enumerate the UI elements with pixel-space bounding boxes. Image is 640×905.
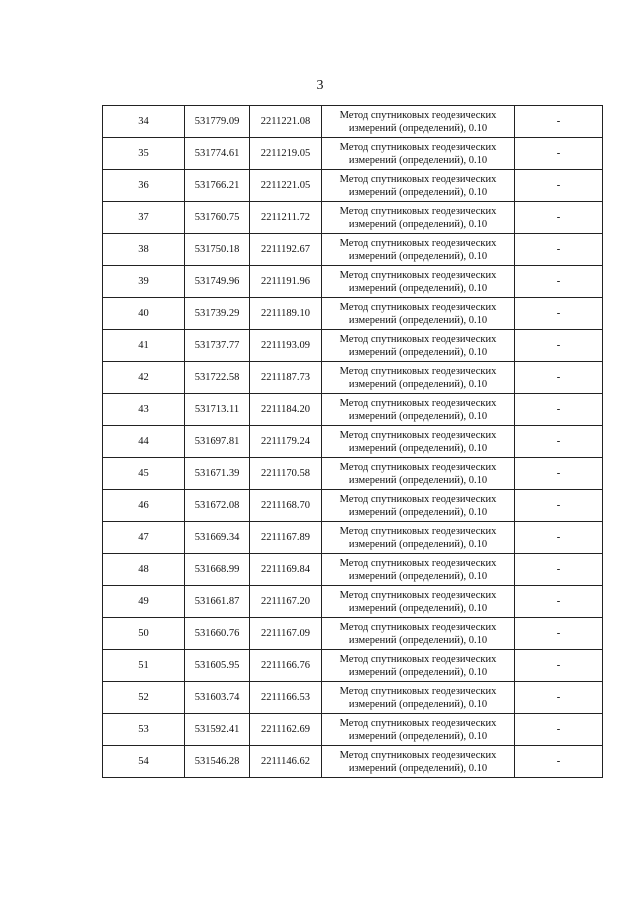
method-text-line: Метод спутниковых геодезических [339, 525, 497, 537]
method-cell [322, 618, 515, 650]
point-number-cell: 42 [103, 362, 185, 394]
dash-cell: - [515, 362, 603, 394]
y-coordinate-cell: 2211169.84 [250, 554, 322, 586]
dash-cell: - [515, 106, 603, 138]
y-coordinate-cell: 2211166.53 [250, 682, 322, 714]
table-row [103, 554, 603, 586]
method-text-line: Метод спутниковых геодезических [339, 141, 497, 153]
method-text-line: Метод спутниковых геодезических [339, 397, 497, 409]
x-coordinate-cell: 531722.58 [185, 362, 250, 394]
method-text-line: Метод спутниковых геодезических [339, 301, 497, 313]
method-text-line: измерений (определений), 0.10 [348, 154, 488, 166]
table-row [103, 490, 603, 522]
x-coordinate-cell: 531774.61 [185, 138, 250, 170]
dash-cell: - [515, 298, 603, 330]
method-cell [322, 586, 515, 618]
point-number-cell: 40 [103, 298, 185, 330]
table-row [103, 650, 603, 682]
y-coordinate-cell: 2211221.05 [250, 170, 322, 202]
point-number-cell: 37 [103, 202, 185, 234]
point-number-cell: 39 [103, 266, 185, 298]
point-number-cell: 34 [103, 106, 185, 138]
y-coordinate-cell: 2211191.96 [250, 266, 322, 298]
x-coordinate-cell: 531739.29 [185, 298, 250, 330]
x-coordinate-cell: 531697.81 [185, 426, 250, 458]
table-row [103, 746, 603, 778]
y-coordinate-cell: 2211193.09 [250, 330, 322, 362]
method-text-line: Метод спутниковых геодезических [339, 205, 497, 217]
method-text-line: Метод спутниковых геодезических [339, 173, 497, 185]
method-text-line: измерений (определений), 0.10 [348, 250, 488, 262]
y-coordinate-cell: 2211167.20 [250, 586, 322, 618]
point-number-cell: 46 [103, 490, 185, 522]
point-number-cell: 36 [103, 170, 185, 202]
method-text-line: Метод спутниковых геодезических [339, 653, 497, 665]
method-text-line: Метод спутниковых геодезических [339, 461, 497, 473]
point-number-cell: 48 [103, 554, 185, 586]
point-number-cell: 35 [103, 138, 185, 170]
table-row [103, 714, 603, 746]
method-text-line: измерений (определений), 0.10 [348, 730, 488, 742]
x-coordinate-cell: 531760.75 [185, 202, 250, 234]
x-coordinate-cell: 531672.08 [185, 490, 250, 522]
dash-cell: - [515, 682, 603, 714]
method-text-line: Метод спутниковых геодезических [339, 493, 497, 505]
method-cell [322, 202, 515, 234]
method-cell [322, 426, 515, 458]
method-cell [322, 554, 515, 586]
dash-cell: - [515, 138, 603, 170]
x-coordinate-cell: 531661.87 [185, 586, 250, 618]
method-text-line: измерений (определений), 0.10 [348, 570, 488, 582]
method-text-line: Метод спутниковых геодезических [339, 237, 497, 249]
point-number-cell: 49 [103, 586, 185, 618]
point-number-cell: 43 [103, 394, 185, 426]
method-text-line: измерений (определений), 0.10 [348, 122, 488, 134]
dash-cell: - [515, 234, 603, 266]
point-number-cell: 38 [103, 234, 185, 266]
x-coordinate-cell: 531603.74 [185, 682, 250, 714]
method-text-line: измерений (определений), 0.10 [348, 698, 488, 710]
table-row [103, 618, 603, 650]
method-text-line: Метод спутниковых геодезических [339, 589, 497, 601]
table-row [103, 682, 603, 714]
method-cell [322, 362, 515, 394]
method-cell [322, 106, 515, 138]
table-row [103, 426, 603, 458]
method-text-line: измерений (определений), 0.10 [348, 186, 488, 198]
method-text-line: Метод спутниковых геодезических [339, 365, 497, 377]
y-coordinate-cell: 2211192.67 [250, 234, 322, 266]
method-cell [322, 330, 515, 362]
x-coordinate-cell: 531668.99 [185, 554, 250, 586]
table-row [103, 586, 603, 618]
method-text-line: Метод спутниковых геодезических [339, 749, 497, 761]
method-text-line: измерений (определений), 0.10 [348, 346, 488, 358]
dash-cell: - [515, 266, 603, 298]
method-text-line: измерений (определений), 0.10 [348, 634, 488, 646]
y-coordinate-cell: 2211221.08 [250, 106, 322, 138]
dash-cell: - [515, 170, 603, 202]
method-cell [322, 650, 515, 682]
method-text-line: измерений (определений), 0.10 [348, 506, 488, 518]
method-text-line: измерений (определений), 0.10 [348, 602, 488, 614]
x-coordinate-cell: 531592.41 [185, 714, 250, 746]
table-row [103, 362, 603, 394]
table-row [103, 266, 603, 298]
x-coordinate-cell: 531779.09 [185, 106, 250, 138]
point-number-cell: 51 [103, 650, 185, 682]
y-coordinate-cell: 2211179.24 [250, 426, 322, 458]
y-coordinate-cell: 2211168.70 [250, 490, 322, 522]
y-coordinate-cell: 2211167.89 [250, 522, 322, 554]
table-row [103, 202, 603, 234]
dash-cell: - [515, 554, 603, 586]
method-cell [322, 298, 515, 330]
dash-cell: - [515, 714, 603, 746]
dash-cell: - [515, 394, 603, 426]
y-coordinate-cell: 2211219.05 [250, 138, 322, 170]
table-row [103, 170, 603, 202]
table-row [103, 298, 603, 330]
method-text-line: Метод спутниковых геодезических [339, 557, 497, 569]
table-row [103, 394, 603, 426]
y-coordinate-cell: 2211166.76 [250, 650, 322, 682]
method-cell [322, 394, 515, 426]
method-text-line: измерений (определений), 0.10 [348, 474, 488, 486]
method-text-line: Метод спутниковых геодезических [339, 109, 497, 121]
y-coordinate-cell: 2211167.09 [250, 618, 322, 650]
point-number-cell: 47 [103, 522, 185, 554]
method-text-line: измерений (определений), 0.10 [348, 538, 488, 550]
method-cell [322, 138, 515, 170]
method-text-line: измерений (определений), 0.10 [348, 666, 488, 678]
table-row [103, 106, 603, 138]
method-text-line: измерений (определений), 0.10 [348, 218, 488, 230]
x-coordinate-cell: 531750.18 [185, 234, 250, 266]
coordinates-table [102, 105, 603, 778]
x-coordinate-cell: 531660.76 [185, 618, 250, 650]
x-coordinate-cell: 531605.95 [185, 650, 250, 682]
method-cell [322, 266, 515, 298]
x-coordinate-cell: 531766.21 [185, 170, 250, 202]
point-number-cell: 44 [103, 426, 185, 458]
dash-cell: - [515, 458, 603, 490]
y-coordinate-cell: 2211184.20 [250, 394, 322, 426]
dash-cell: - [515, 490, 603, 522]
method-text-line: измерений (определений), 0.10 [348, 314, 488, 326]
method-text-line: Метод спутниковых геодезических [339, 429, 497, 441]
table-row [103, 234, 603, 266]
method-text-line: измерений (определений), 0.10 [348, 282, 488, 294]
page-number: 3 [316, 78, 324, 93]
method-text-line: Метод спутниковых геодезических [339, 333, 497, 345]
method-cell [322, 682, 515, 714]
method-text-line: измерений (определений), 0.10 [348, 378, 488, 390]
method-cell [322, 234, 515, 266]
method-cell [322, 458, 515, 490]
method-cell [322, 746, 515, 778]
coordinates-table-body [103, 106, 603, 778]
dash-cell: - [515, 522, 603, 554]
method-text-line: Метод спутниковых геодезических [339, 685, 497, 697]
method-cell [322, 714, 515, 746]
x-coordinate-cell: 531546.28 [185, 746, 250, 778]
x-coordinate-cell: 531713.11 [185, 394, 250, 426]
method-text-line: измерений (определений), 0.10 [348, 762, 488, 774]
method-cell [322, 170, 515, 202]
dash-cell: - [515, 330, 603, 362]
y-coordinate-cell: 2211170.58 [250, 458, 322, 490]
method-text-line: Метод спутниковых геодезических [339, 621, 497, 633]
method-text-line: измерений (определений), 0.10 [348, 410, 488, 422]
dash-cell: - [515, 650, 603, 682]
table-row [103, 522, 603, 554]
y-coordinate-cell: 2211189.10 [250, 298, 322, 330]
method-text-line: Метод спутниковых геодезических [339, 269, 497, 281]
y-coordinate-cell: 2211146.62 [250, 746, 322, 778]
y-coordinate-cell: 2211211.72 [250, 202, 322, 234]
point-number-cell: 54 [103, 746, 185, 778]
x-coordinate-cell: 531671.39 [185, 458, 250, 490]
method-cell [322, 522, 515, 554]
dash-cell: - [515, 586, 603, 618]
x-coordinate-cell: 531749.96 [185, 266, 250, 298]
x-coordinate-cell: 531737.77 [185, 330, 250, 362]
dash-cell: - [515, 746, 603, 778]
dash-cell: - [515, 202, 603, 234]
method-text-line: Метод спутниковых геодезических [339, 717, 497, 729]
table-row [103, 330, 603, 362]
method-cell [322, 490, 515, 522]
x-coordinate-cell: 531669.34 [185, 522, 250, 554]
dash-cell: - [515, 618, 603, 650]
point-number-cell: 50 [103, 618, 185, 650]
point-number-cell: 52 [103, 682, 185, 714]
table-row [103, 138, 603, 170]
point-number-cell: 41 [103, 330, 185, 362]
point-number-cell: 53 [103, 714, 185, 746]
point-number-cell: 45 [103, 458, 185, 490]
method-text-line: измерений (определений), 0.10 [348, 442, 488, 454]
dash-cell: - [515, 426, 603, 458]
y-coordinate-cell: 2211162.69 [250, 714, 322, 746]
y-coordinate-cell: 2211187.73 [250, 362, 322, 394]
table-row [103, 458, 603, 490]
